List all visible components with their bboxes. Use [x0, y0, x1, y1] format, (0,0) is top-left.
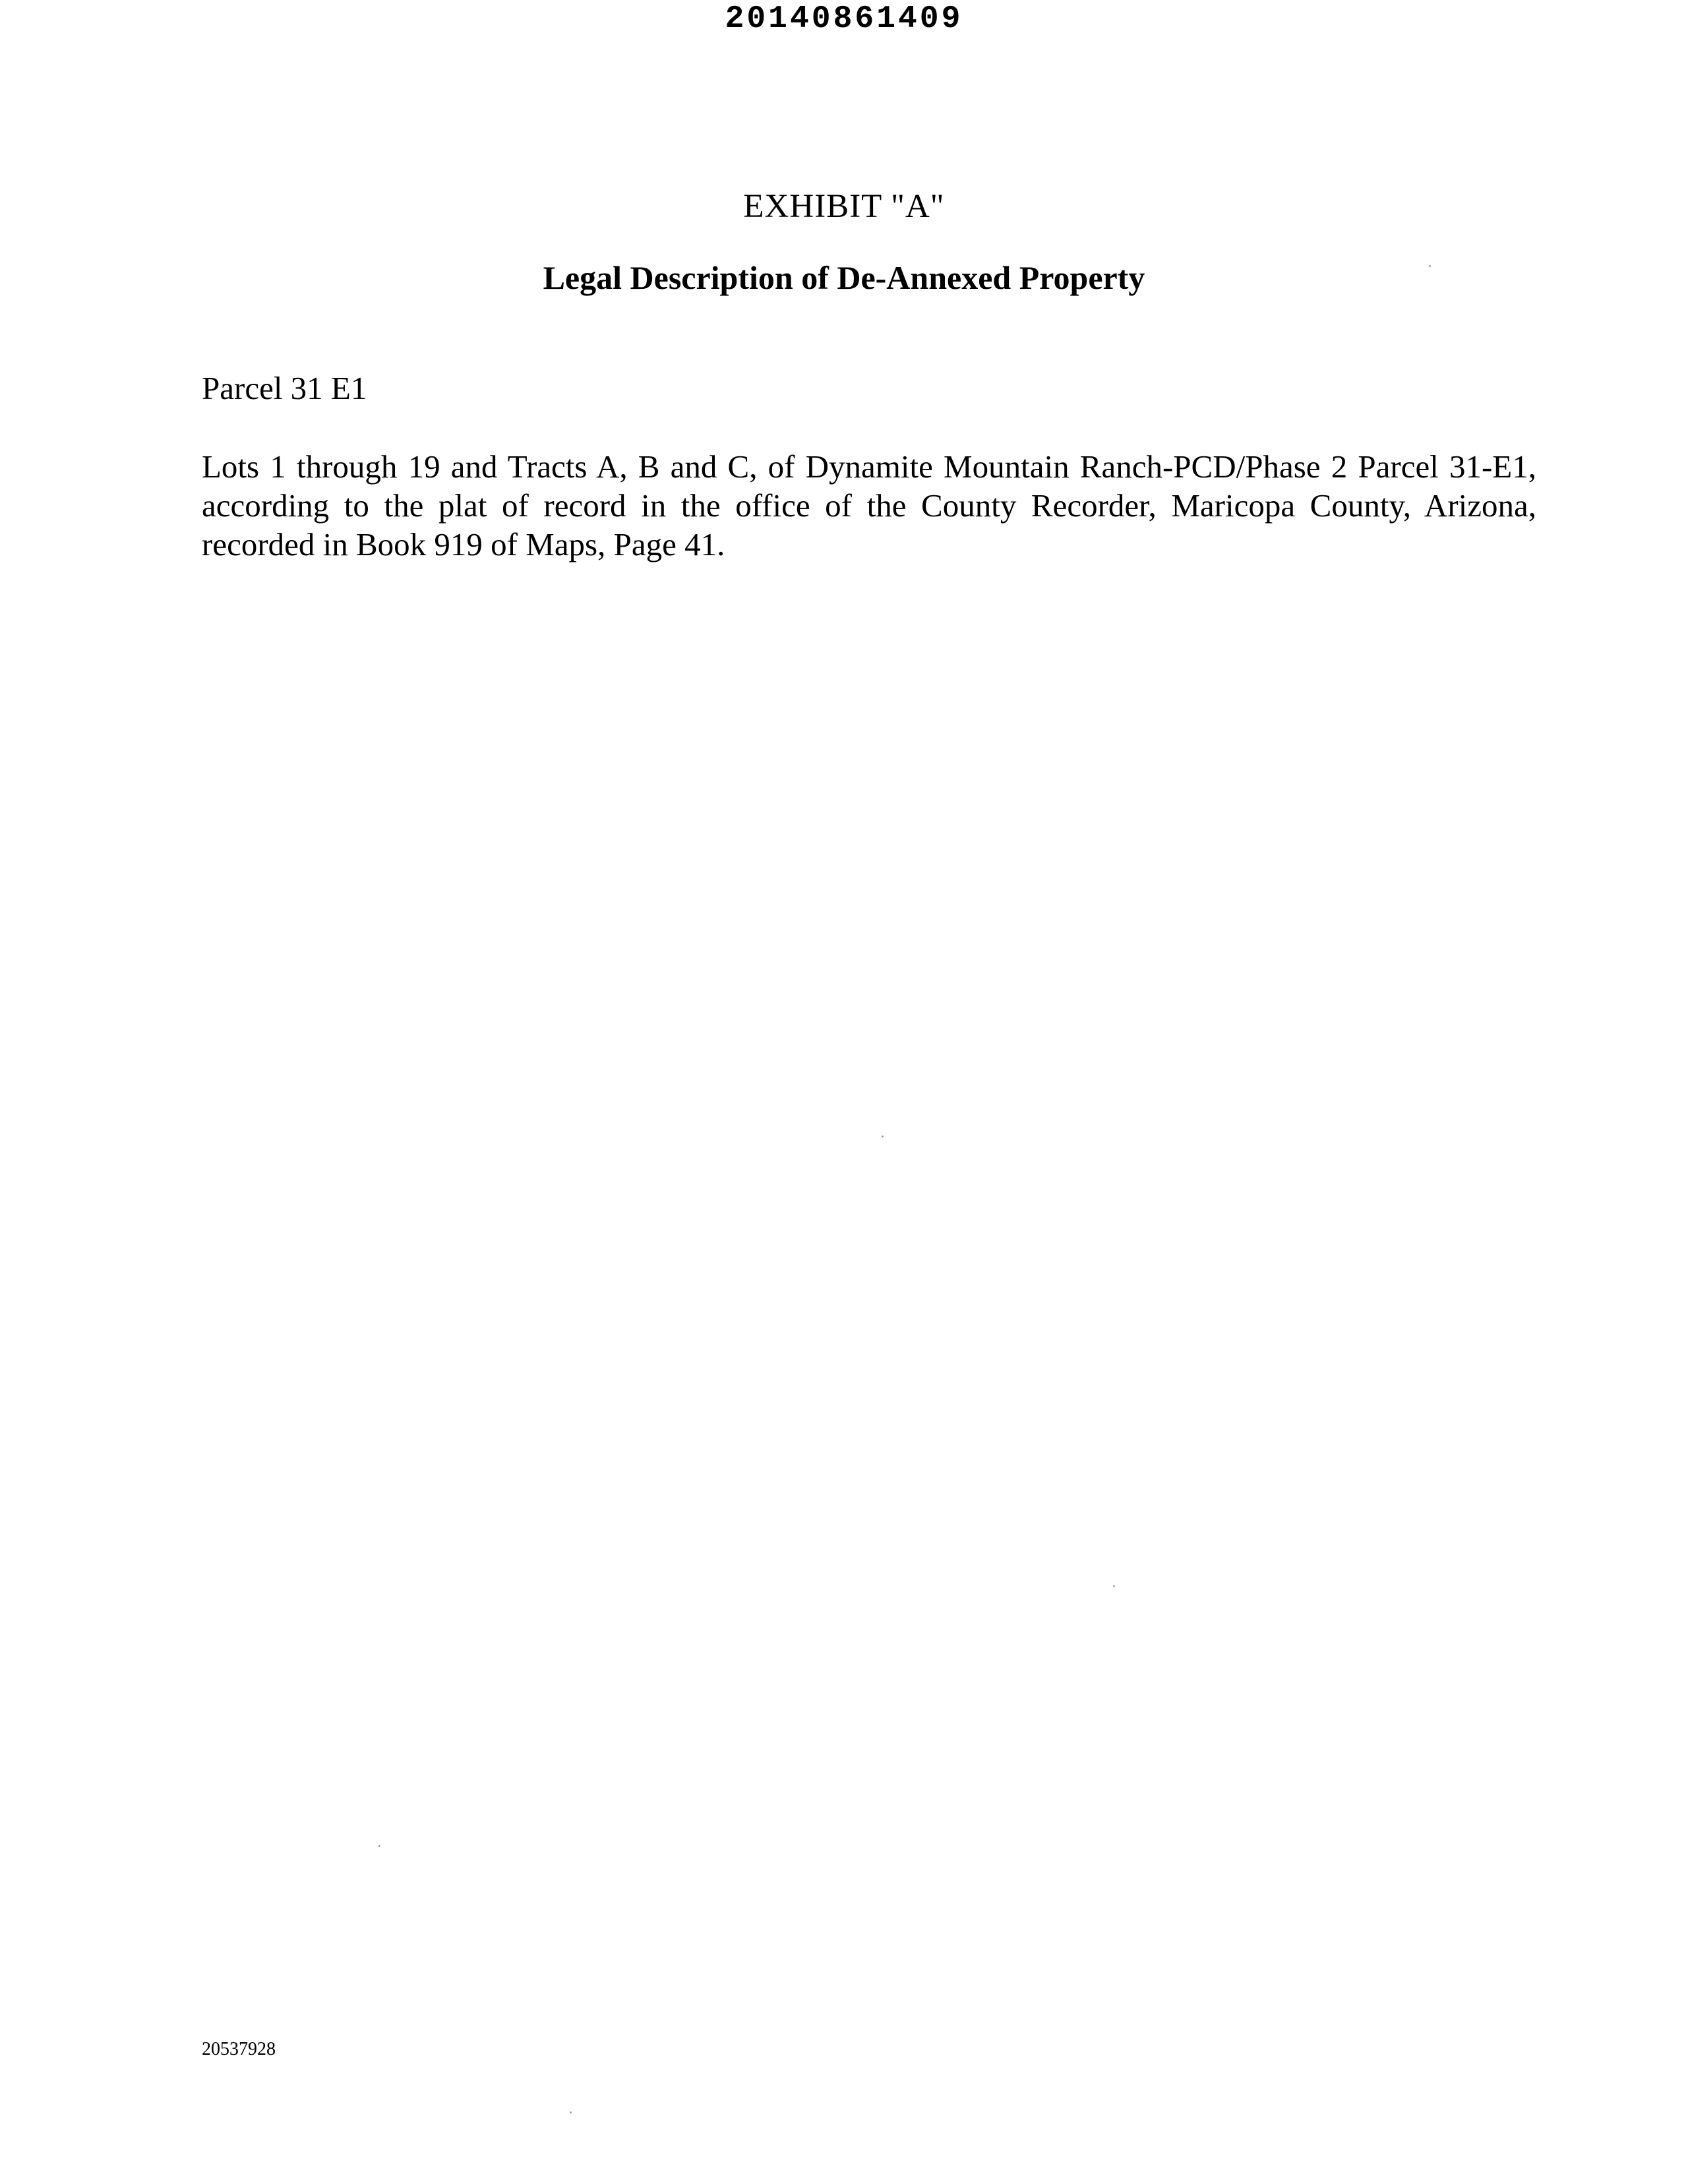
legal-description-line: according to the plat of record in the office of the County Recorder, Maricopa County, Arizona, — [202, 487, 1536, 524]
scan-speck — [882, 1136, 884, 1138]
exhibit-subtitle: Legal Description of De-Annexed Property — [543, 259, 1145, 296]
record-number: 20140861409 — [725, 1, 963, 37]
legal-description-line: Lots 1 through 19 and Tracts A, B and C, of Dynamite Mountain Ranch-PCD/Phase 2 Parcel 31-E1, — [202, 448, 1536, 485]
legal-description — [202, 447, 1536, 564]
exhibit-title: EXHIBIT "A" — [743, 188, 945, 225]
scan-speck — [1429, 265, 1431, 267]
footer-document-number: 20537928 — [202, 2039, 276, 2059]
scan-speck — [1113, 1585, 1115, 1587]
scan-speck — [570, 2111, 572, 2113]
legal-description-line: recorded in Book 919 of Maps, Page 41. — [202, 526, 725, 562]
scan-speck — [378, 1845, 380, 1847]
parcel-label: Parcel 31 E1 — [202, 370, 367, 406]
